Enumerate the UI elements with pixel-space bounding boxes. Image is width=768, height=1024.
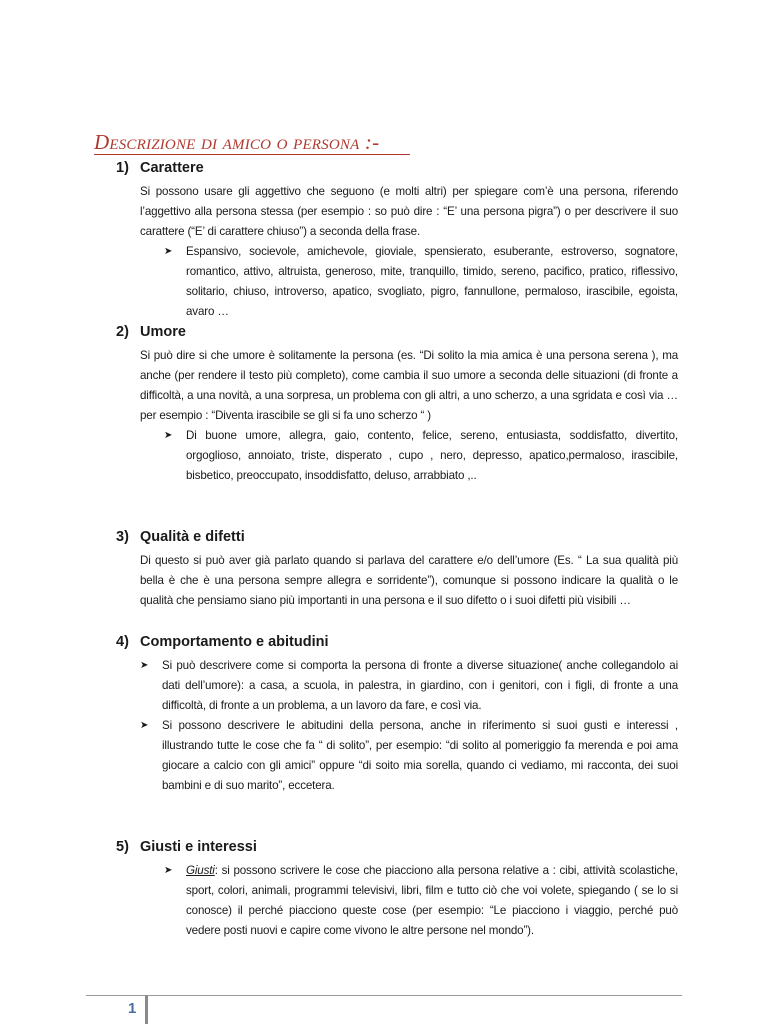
list-item <box>164 861 678 941</box>
section-heading <box>116 527 678 547</box>
section-heading <box>116 632 678 652</box>
section-carattere <box>116 158 678 322</box>
section-comportamento <box>116 632 678 796</box>
section-number: 4) <box>116 634 129 650</box>
arrow-bullet-icon: ➤ <box>140 720 149 731</box>
emphasis-term: Giusti <box>186 864 215 877</box>
section-heading <box>116 158 678 178</box>
section-paragraph: Si possono usare gli aggettivo che seguono (e molti altri) per spiegare com’è una persona, riferendo l’aggettivo alla persona stessa (per esempio : so può dire : “E’ una persona pigra”) o per descrivere il suo carattere (“E’ di carattere chiuso”) a seconda della frase. <box>140 185 678 238</box>
list-item-text: Si possono descrivere le abitudini della persona, anche in riferimento si suoi gusti e interessi , illustrando tutte le cose che fa “ di solito”, per esempio: “di solito al pomeriggio fa merenda e poi ama giocare a calcio con gli amici” oppure “di soito mia sorella, quando ci vediamo, mi racconta, dei suoi bambini e di suo marito”, eccetera. <box>162 719 678 792</box>
section-number: 3) <box>116 529 129 545</box>
list-item-text: Espansivo, socievole, amichevole, gioviale, spensierato, esuberante, estroverso, sognatore, romantico, attivo, altruista, generoso, mite, tranquillo, timido, sereno, pacifico, pratico, riflessivo, solitario, chiuso, introverso, apatico, svogliato, pigro, fannullone, permaloso, irascibile, egoista, avaro … <box>186 245 678 318</box>
page-title: Descrizione di amico o persona :- <box>94 130 380 154</box>
section-number: 1) <box>116 160 129 176</box>
section-gusti-interessi <box>116 837 678 941</box>
section-number: 2) <box>116 324 129 340</box>
list-item <box>164 242 678 322</box>
arrow-bullet-icon: ➤ <box>164 865 173 876</box>
list-item <box>140 716 678 796</box>
section-heading <box>116 322 678 342</box>
arrow-bullet-icon: ➤ <box>164 246 173 257</box>
list-item-text <box>186 861 678 941</box>
arrow-bullet-icon: ➤ <box>140 660 149 671</box>
section-umore <box>116 322 678 486</box>
list-item <box>140 656 678 716</box>
section-paragraph: Di questo si può aver già parlato quando si parlava del carattere e/o dell’umore (Es. “ La sua qualità più bella è che è una persona sempre allegra e sorridente”), comunque si possono indicare la qualità o le qualità che pensiamo siano più importanti in una persona e il suo difetto o i suoi difetti più visibili … <box>140 554 678 607</box>
title-underline <box>94 154 410 155</box>
page-number: 1 <box>128 1000 137 1017</box>
list-item-text: Si può descrivere come si comporta la persona di fronte a diverse situazione( anche collegandolo ai dati dell’umore): a casa, a scuola, in palestra, in giardino, con i genitori, con i figli, di fronte a una difficoltà, di fronte a un problema, a un lavoro da fare, e così via. <box>162 659 678 712</box>
list-item-rest: : si possono scrivere le cose che piacciono alla persona relative a : cibi, attività scolastiche, sport, colori, animali, programmi televisivi, libri, film e tutto ciò che voi volete, spiegando ( se lo si conosce) il perché piacciono queste cose (per esempio: “Le piacciono i viaggio, perché può vedere posti nuovi e capire come vivono le altre persone nel mondo”). <box>186 864 678 937</box>
arrow-bullet-icon: ➤ <box>164 430 173 441</box>
list-item <box>164 426 678 486</box>
section-paragraph: Si può dire si che umore è solitamente la persona (es. “Di solito la mia amica è una persona serena ), ma anche (per rendere il testo più completo), come cambia il suo umore a seconda delle situazioni (di fronte a difficoltà, a una novità, a una sorpresa, un problema con gli altri, a uno scherzo, a una sgridata e così via … per esempio : “Diventa irascibile se gli si fa uno scherzo “ ) <box>140 349 678 422</box>
list-item-text: Di buone umore, allegra, gaio, contento, felice, sereno, entusiasta, soddisfatto, divertito, orgoglioso, annoiato, triste, disperato , cupo , nero, depresso, apatico,permaloso, irascibile, bisbetico, preoccupato, insoddisfatto, deluso, arrabbiato ,.. <box>186 429 678 482</box>
footer-separator <box>145 995 148 1024</box>
section-number: 5) <box>116 839 129 855</box>
section-title: Carattere <box>140 160 204 176</box>
footer-line <box>86 995 682 996</box>
section-qualita-difetti <box>116 527 678 611</box>
section-title: Qualità e difetti <box>140 529 245 545</box>
section-title: Giusti e interessi <box>140 839 257 855</box>
section-title: Umore <box>140 324 186 340</box>
section-title: Comportamento e abitudini <box>140 634 329 650</box>
section-heading <box>116 837 678 857</box>
